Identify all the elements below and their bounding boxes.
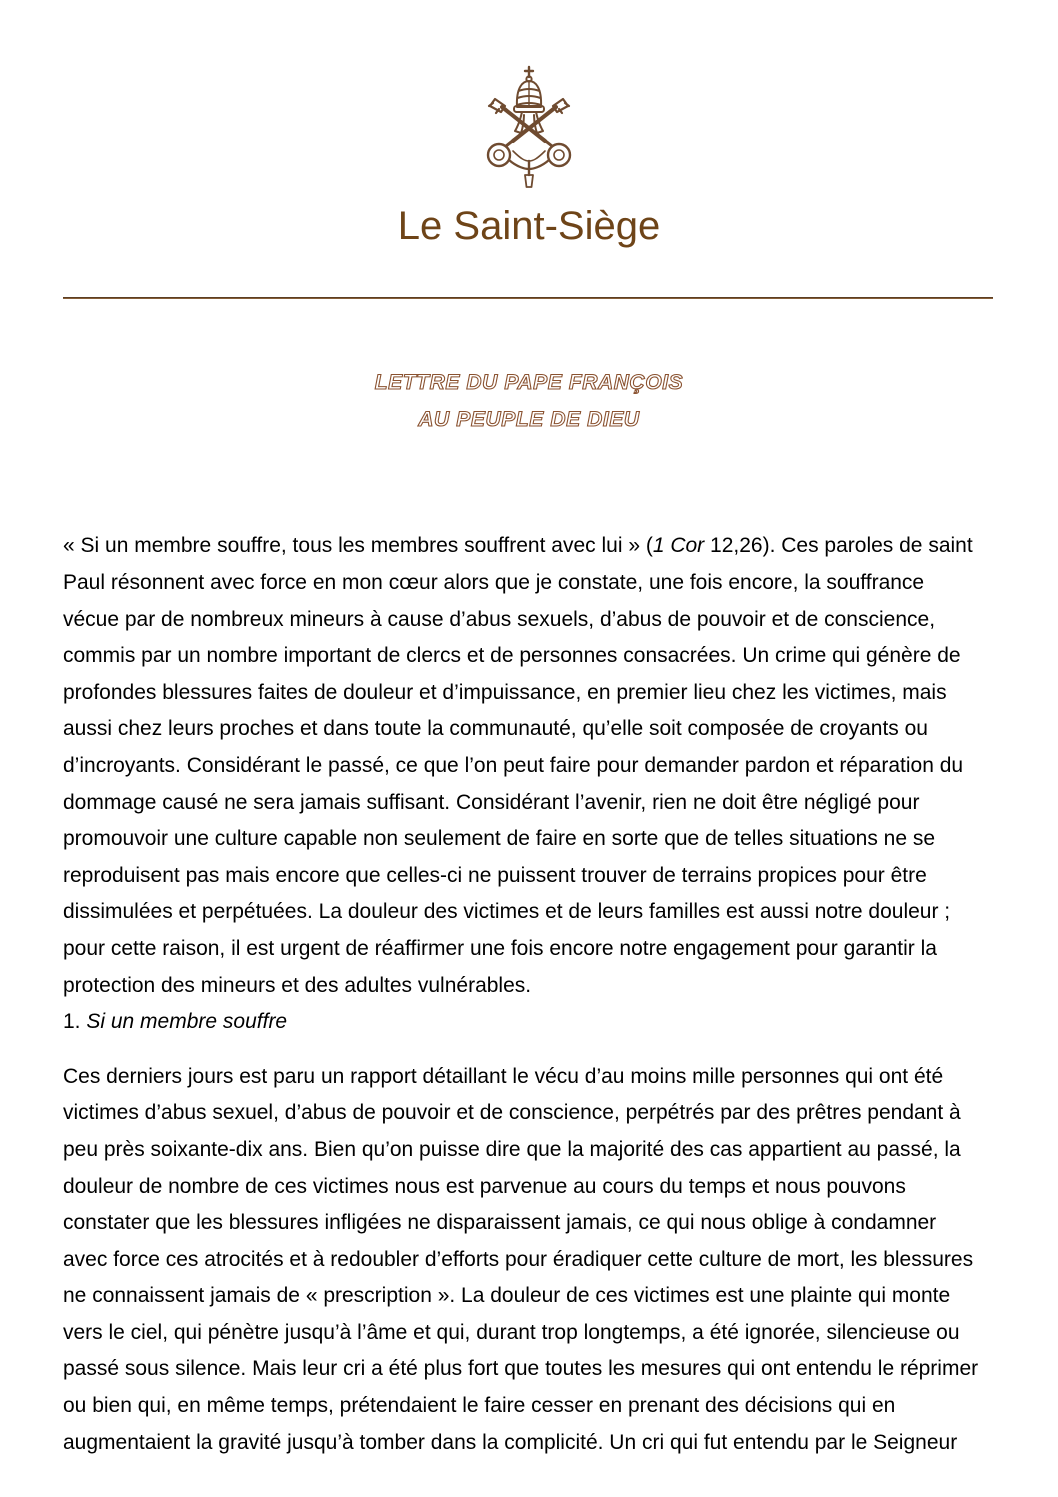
scripture-citation: 1 Cor (652, 534, 705, 558)
section-heading (63, 1004, 983, 1041)
letter-title (0, 365, 1058, 438)
intro-paragraph (63, 528, 983, 1004)
section-title: Si un membre souffre (86, 1010, 288, 1034)
site-title: Le Saint-Siège (397, 204, 661, 248)
section-paragraph: Ces derniers jours est paru un rapport détaillant le vécu d’au moins mille personnes qui ont été victimes d’abus sexuel, d’abus de pouvoir et de conscience, perpétrés par des prêtres pendant à peu près soixante-dix ans. Bien qu’on puisse dire que la majorité des cas appartient au passé, la douleur de nombre de ces victimes nous est parvenue au cours du temps et nous pouvons constater que les blessures infligées ne disparaissent jamais, ce qui nous oblige à condamner avec force ces atrocités et à redoubler d’efforts pour éradiquer cette culture de mort, les blessures ne connaissent jamais de « prescription ». La douleur de ces victimes est une plainte qui monte vers le ciel, qui pénètre jusqu’à l’âme et qui, durant trop longtemps, a été ignorée, silencieuse ou passé sous silence. Mais leur cri a été plus fort que toutes les mesures qui ont entendu le réprimer ou bien qui, en même temps, prétendaient le faire cesser en prenant des décisions qui en augmentaient la gravité jusqu’à tomber dans la complicité. Un cri qui fut entendu par le Seigneur (63, 1064, 979, 1454)
letter-title-line2: AU PEUPLE DE DIEU (418, 407, 640, 431)
intro-body: 12,26). Ces paroles de saint Paul résonnent avec force en mon cœur alors que je constate, une fois encore, la souffrance vécue par de nombreux mineurs à cause d’abus sexuels, d’abus de pouvoir et de conscience, commis par un nombre important de clercs et de personnes consacrées. Un crime qui génère de profondes blessures faites de douleur et d’impuissance, en premier lieu chez les victimes, mais aussi chez leurs proches et dans toute la communauté, qu’elle soit composée de croyants ou d’incroyants. Considérant le passé, ce que l’on peut faire pour demander pardon et réparation du dommage causé ne sera jamais suffisant. Considérant l’avenir, rien ne doit être négligé pour promouvoir une culture capable non seulement de faire en sorte que de telles situations ne se reproduisent pas mais encore que celles-ci ne puissent trouver de terrains propices pour être dissimulées et perpétuées. La douleur des victimes et de leurs familles est aussi notre douleur ; pour cette raison, il est urgent de réaffirmer une fois encore notre engagement pour garantir la protection des mineurs et des adultes vulnérables. (63, 534, 973, 997)
letter-title-line1: LETTRE DU PAPE FRANÇOIS (374, 371, 684, 394)
section-number: 1. (63, 1010, 87, 1034)
site-header (0, 63, 1058, 249)
divider-rule (63, 297, 993, 299)
vatican-emblem-icon (475, 63, 583, 191)
intro-quote-lead: « Si un membre souffre, tous les membres souffrent avec lui » ( (63, 534, 653, 558)
